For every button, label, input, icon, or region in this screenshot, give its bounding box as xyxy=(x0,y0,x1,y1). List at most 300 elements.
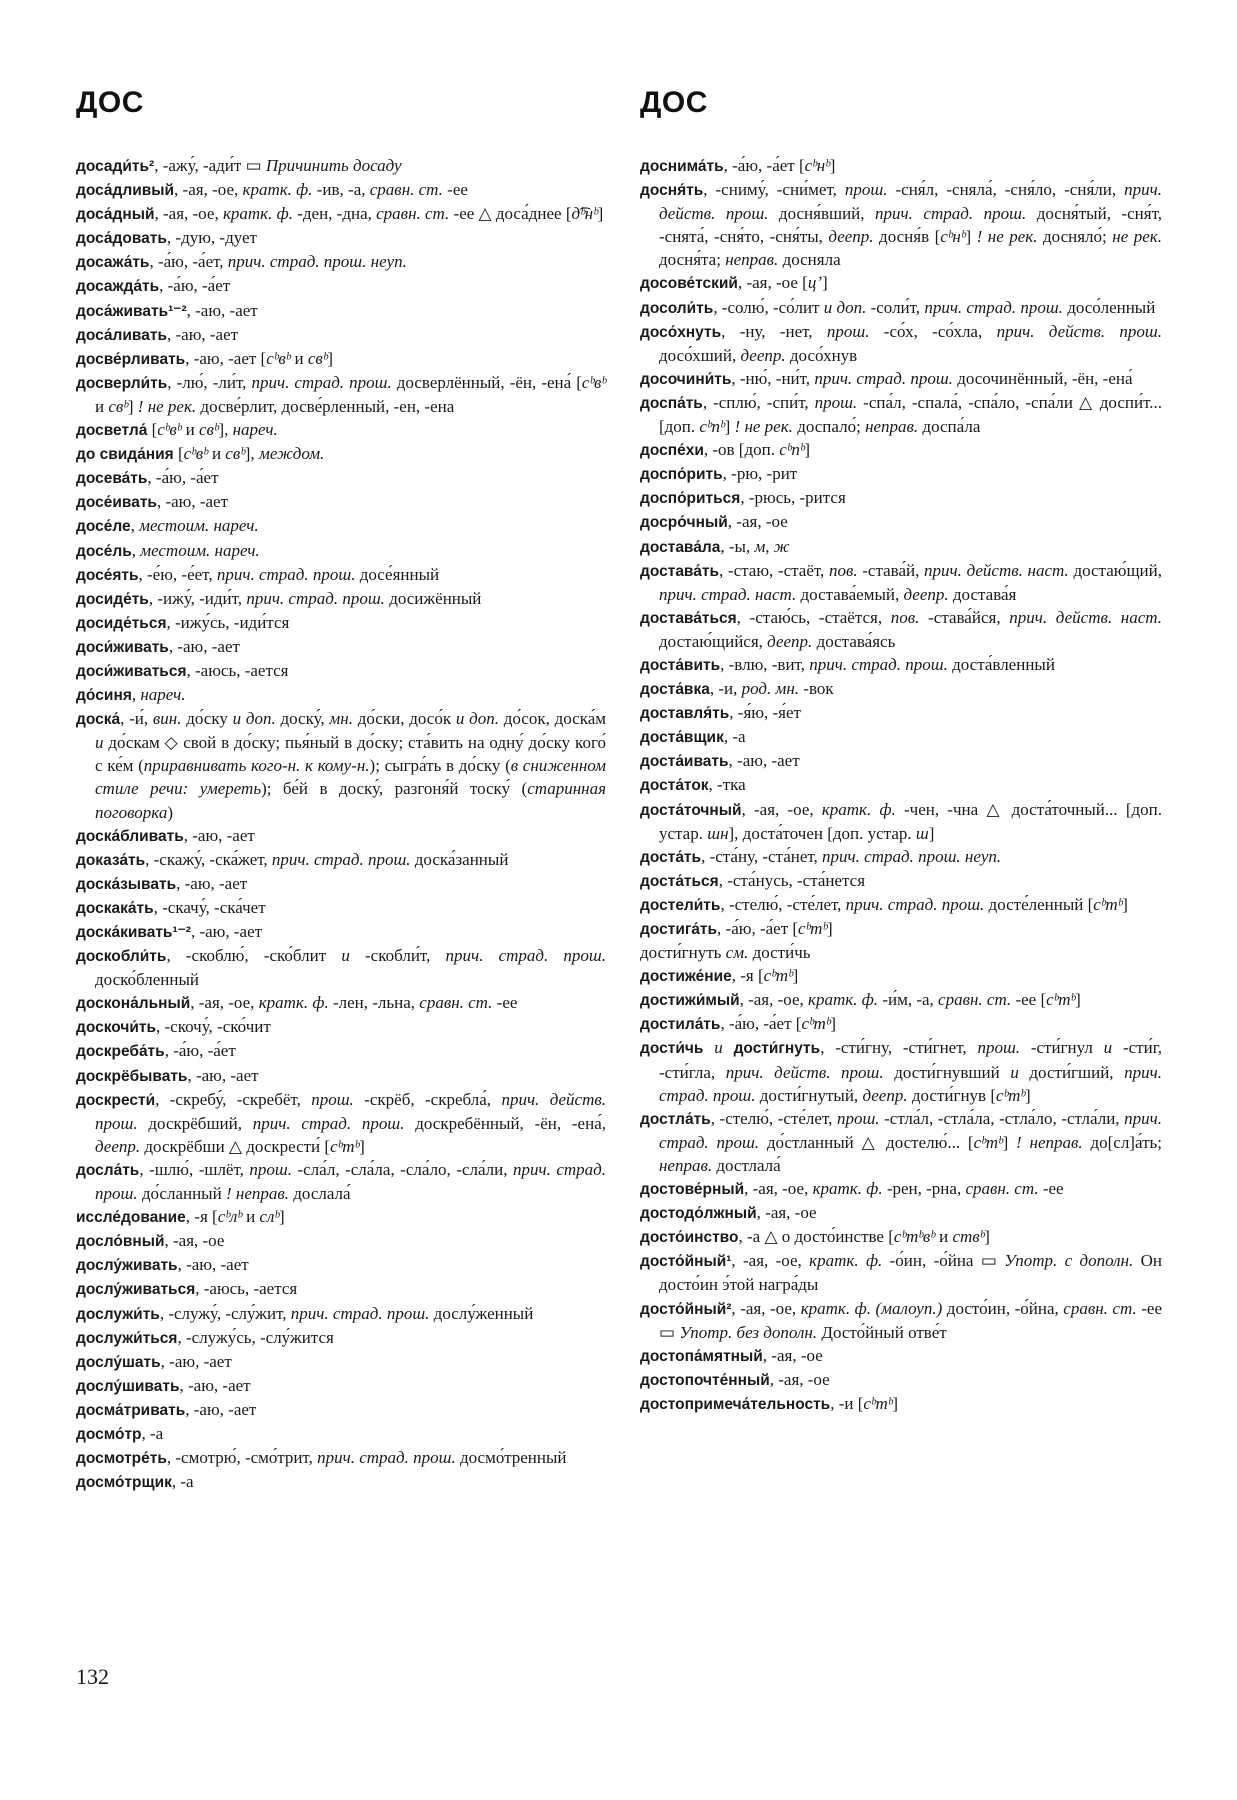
dictionary-entry xyxy=(640,510,1162,534)
dictionary-entry xyxy=(76,1422,606,1446)
entry-text: , -аю, -ает xyxy=(160,1351,232,1371)
grammar-label: прош. xyxy=(836,1108,880,1128)
grammar-label: прич. страд. прош. xyxy=(875,204,1027,224)
entry-headword: досмо́тр xyxy=(76,1425,142,1443)
entry-text: дослу́женный xyxy=(429,1303,534,1323)
grammar-label: прош. xyxy=(814,392,858,412)
grammar-label: прич. страд. наст. xyxy=(659,584,797,604)
grammar-label: ш xyxy=(915,823,929,843)
grammar-label: сᵇтᵇ xyxy=(801,1014,831,1034)
dictionary-entry xyxy=(76,154,606,178)
dictionary-entry xyxy=(640,725,1162,749)
grammar-label: и xyxy=(714,1038,723,1058)
entry-text: -ее xyxy=(1038,1179,1064,1199)
entry-text: Досто́йный отве́т xyxy=(817,1322,947,1342)
entry-text: , -ов [доп. xyxy=(703,440,780,460)
entry-headword: доска́бливать xyxy=(76,827,184,845)
grammar-label: сравн. ст. xyxy=(419,993,493,1013)
entry-headword: доса́дный xyxy=(76,206,155,224)
grammar-label: прич. действ. прош. xyxy=(725,1062,884,1082)
dictionary-entry xyxy=(76,490,606,514)
entry-headword: досажа́ть xyxy=(76,254,150,272)
entry-text: , -смотрю́, -смо́трит, xyxy=(166,1448,318,1468)
grammar-label: деепр. xyxy=(862,1085,908,1105)
dictionary-entry xyxy=(640,653,1162,677)
grammar-label: свᵇ xyxy=(198,420,219,440)
dictionary-entry xyxy=(76,1064,606,1088)
entry-text: , -аю, -ает xyxy=(168,636,240,656)
entry-headword: доспе́хи xyxy=(640,442,704,460)
entry-text: доска́занный xyxy=(410,849,509,869)
entry-text: ] xyxy=(804,440,811,460)
grammar-label: мн. xyxy=(329,709,353,729)
entry-text: досо́хший, xyxy=(659,345,741,365)
dictionary-entry xyxy=(76,1158,606,1205)
grammar-label: ! неправ. xyxy=(225,1184,289,1204)
dictionary-entry xyxy=(640,941,1162,964)
grammar-label: кратк. ф. xyxy=(821,799,896,819)
dictionary-entry xyxy=(640,391,1162,438)
grammar-label: сᵇвᵇ xyxy=(266,348,291,368)
entry-text: доску́, xyxy=(275,709,330,729)
entry-text: достава́ясь xyxy=(812,631,896,651)
entry-text: достаю́щийся, xyxy=(659,631,768,651)
grammar-label: прич. страд. прош. xyxy=(659,1062,1163,1105)
entry-headword: достава́ла xyxy=(640,538,721,556)
dictionary-entry xyxy=(76,1253,606,1277)
page-number: 132 xyxy=(76,1664,109,1689)
entry-text: , -е́ю, -е́ет, xyxy=(138,564,217,584)
entry-text: , -а xyxy=(171,1472,194,1492)
dictionary-entry xyxy=(76,1088,606,1158)
entry-text: , -а́ю, -а́ет, xyxy=(149,252,228,272)
entry-text: и xyxy=(934,1227,953,1247)
entry-headword: дослу́шать xyxy=(76,1353,161,1371)
grammar-label: прич. страд. прош. xyxy=(271,849,411,869)
entry-text: , -ая, -ое, xyxy=(190,993,259,1013)
entry-text: , -лю́, -ли́т, xyxy=(167,372,252,392)
entry-text: -сти́гнул xyxy=(1020,1038,1104,1058)
entry-headword: доспо́рить xyxy=(640,466,723,484)
entry-text: , -ижу́, -иди́т, xyxy=(148,588,247,608)
entry-headword: достава́ть xyxy=(640,562,719,580)
dictionary-entry xyxy=(640,178,1162,271)
entry-headword: достиже́ние xyxy=(640,968,732,986)
entry-text: , -ню́, -ни́т, xyxy=(731,368,815,388)
entry-text: ] xyxy=(1075,990,1081,1010)
entry-headword: досто́йный¹ xyxy=(640,1253,732,1271)
grammar-label: прош. xyxy=(311,1089,354,1109)
entry-text: дости́гнув [ xyxy=(907,1085,996,1105)
entry-text: ] xyxy=(792,966,799,986)
dictionary-entry xyxy=(76,848,606,872)
grammar-label: прош. xyxy=(249,1159,292,1179)
entry-text: и xyxy=(181,420,199,440)
entry-text: до́сланный xyxy=(137,1184,226,1204)
grammar-label: сравн. ст. xyxy=(376,204,450,224)
entry-text: , -аю, -ает xyxy=(176,873,248,893)
entry-headword: досмо́трщик xyxy=(76,1474,172,1492)
entry-text: -и́м, -а, xyxy=(878,990,939,1010)
dictionary-entry xyxy=(640,1012,1162,1036)
entry-text: досо́ленный xyxy=(1062,297,1156,317)
entry-headword: досла́ть xyxy=(76,1161,140,1179)
entry-text: , -а́ю, -а́ет [ xyxy=(717,919,799,938)
grammar-label: сᵇтᵇ xyxy=(330,1136,360,1156)
grammar-label: сᵇпᵇ xyxy=(779,440,805,460)
dictionary-entry xyxy=(76,1205,606,1229)
grammar-label: прич. страд. прош. xyxy=(216,564,356,584)
entry-text: доскрёбши △ доскрести́ [ xyxy=(140,1136,331,1156)
entry-headword: досе́ивать xyxy=(76,494,157,512)
entry-headword: досиде́ться xyxy=(76,614,167,632)
dictionary-entry xyxy=(76,872,606,896)
grammar-label: д͡ᵇнᵇ xyxy=(571,204,598,224)
entry-headword: до свида́ния xyxy=(76,446,174,464)
grammar-label: сравн. ст. xyxy=(965,1179,1039,1199)
entry-text: , -ая, -ое, xyxy=(154,204,223,224)
dictionary-entry xyxy=(640,1297,1162,1344)
entry-text: , -служу́, -слу́жит, xyxy=(159,1303,291,1323)
grammar-label: нареч. xyxy=(140,685,186,705)
entry-text: -стла́л, -стла́ла, -стла́ло, -стла́ли, xyxy=(879,1108,1125,1128)
entry-text: , -я́ю, -я́ет xyxy=(729,703,801,723)
grammar-label: прош. xyxy=(844,180,888,200)
entry-text: ] xyxy=(928,823,935,843)
entry-text: дости́гнуть xyxy=(640,943,726,963)
grammar-label: и xyxy=(341,946,350,966)
entry-text: ] xyxy=(327,348,334,368)
entry-headword: доскака́ть xyxy=(76,899,154,917)
entry-text: , -аю, -ает [ xyxy=(185,348,267,368)
dictionary-entry xyxy=(76,274,606,298)
entry-text: , -ая, -ое xyxy=(756,1203,817,1223)
entry-text: досня́в [ xyxy=(873,227,941,247)
entry-text: ] xyxy=(984,1227,990,1247)
entry-text: дости́чь xyxy=(748,943,811,963)
grammar-label: сᵇтᵇ xyxy=(996,1085,1025,1105)
entry-text: , -служу́сь, -слу́жится xyxy=(177,1327,334,1347)
dictionary-entry xyxy=(76,587,606,611)
entry-text: , -аю, -ает xyxy=(177,1255,249,1275)
grammar-label: сᵇвᵇ xyxy=(157,420,182,440)
grammar-label: см. xyxy=(725,943,749,963)
entry-text: , -шлю́, -шлёт, xyxy=(139,1159,250,1179)
entry-headword: достава́ться xyxy=(640,609,737,627)
entry-text: ] xyxy=(127,396,138,416)
grammar-label: деепр. xyxy=(95,1136,141,1156)
dictionary-entry xyxy=(640,988,1162,1012)
entry-text: и xyxy=(290,348,308,368)
entry-text: -сня́л, -сняла́, -сня́ло, -сня́ли, xyxy=(887,180,1125,200)
dictionary-entry xyxy=(76,635,606,659)
entry-text: , -ая, -ое xyxy=(769,1369,830,1389)
entry-text: -спа́л, -спала́, -спа́ло, -спа́ли △ доспи́т... [доп. xyxy=(659,392,1162,437)
dictionary-entry xyxy=(76,1229,606,1253)
dictionary-entry xyxy=(76,514,606,538)
grammar-label: и xyxy=(95,733,104,753)
entry-text: , -а́ю, -а́ет xyxy=(159,276,231,296)
dictionary-column-right xyxy=(640,154,1162,1416)
entry-text: , -ы, xyxy=(720,536,755,556)
dictionary-entry xyxy=(640,701,1162,725)
grammar-label: в сниженном стиле речи: умереть xyxy=(95,756,606,799)
grammar-label: род. мн. xyxy=(741,679,800,699)
dictionary-column-left xyxy=(76,154,606,1494)
entry-headword: доста́точный xyxy=(640,801,742,819)
entry-headword: доскочи́ть xyxy=(76,1019,157,1037)
entry-headword: досажда́ть xyxy=(76,278,160,296)
entry-text: ] xyxy=(278,1207,285,1227)
entry-text: -става́йся, xyxy=(919,607,1010,627)
entry-headword: досро́чный xyxy=(640,514,728,532)
grammar-label: междом. xyxy=(258,444,325,464)
entry-headword: доснима́ть xyxy=(640,158,724,175)
entry-text: -ее xyxy=(492,993,518,1013)
entry-headword: досня́ть xyxy=(640,182,704,200)
entry-text: ] xyxy=(724,417,735,437)
entry-headword: досове́тский xyxy=(640,275,738,293)
entry-text: -ее ▭ xyxy=(659,1298,1162,1342)
dictionary-entry xyxy=(76,659,606,683)
entry-text: доскребённый, -ён, -ена́, xyxy=(404,1113,606,1133)
entry-text: [ xyxy=(147,420,158,440)
entry-text: дослала́ xyxy=(289,1184,351,1204)
entry-headword: доскреба́ть xyxy=(76,1043,165,1061)
entry-headword: дослу́живать xyxy=(76,1257,178,1275)
entry-headword: досочини́ть xyxy=(640,370,732,388)
entry-text: и xyxy=(95,396,109,416)
entry-text: , -солю́, -со́лит xyxy=(713,297,824,317)
grammar-label: прич. действ. прош. xyxy=(95,1089,606,1133)
entry-text: , -аюсь, -ается xyxy=(186,660,289,680)
entry-text: -чен, -чна △ доста́точный... [доп. устар. xyxy=(659,799,1162,843)
entry-text: до́скам ◇ свой в до́ску; пья́ный в до́ску; ста́вить на одну́ до́ску кого́ с ке́м ( xyxy=(95,733,606,776)
dictionary-entry xyxy=(640,367,1162,391)
grammar-label: приравнивать кого-н. к кому-н. xyxy=(143,756,370,776)
entry-headword: досветла́ xyxy=(76,422,148,440)
grammar-label: ! не рек. xyxy=(137,396,197,416)
entry-headword: доси́живаться xyxy=(76,662,187,680)
entry-text: досня́та; xyxy=(659,250,726,270)
entry-text: ] xyxy=(597,204,604,224)
entry-text: -соли́т, xyxy=(866,297,925,317)
dictionary-entry xyxy=(76,1374,606,1398)
grammar-label: и доп. xyxy=(455,709,499,729)
dictionary-entry xyxy=(76,1350,606,1374)
grammar-label: прич. действ. прош. xyxy=(996,321,1162,341)
entry-text: досня́тый, -сня́т, -снята́, -сня́то, -сня́ты, xyxy=(659,204,1162,247)
grammar-label: сравн. ст. xyxy=(938,990,1012,1010)
dictionary-entry xyxy=(76,896,606,920)
grammar-label: прич. страд. прош. xyxy=(445,946,607,966)
grammar-label: прич. страд. прош. xyxy=(814,368,953,388)
entry-text: до[сл]а́ть; xyxy=(1082,1132,1162,1152)
entry-text: ) xyxy=(167,802,173,822)
grammar-label: свᵇ xyxy=(225,444,245,464)
entry-headword: досоли́ть xyxy=(640,299,714,317)
entry-headword: достопримеча́тельность xyxy=(640,1395,831,1413)
entry-text: досверлённый, -ён, -ена́ [ xyxy=(391,372,582,392)
grammar-label: кратк. ф. xyxy=(222,204,293,224)
entry-text: ); сыгра́ть в до́ску ( xyxy=(369,756,511,776)
grammar-label: прич. действ. прош. xyxy=(659,180,1162,224)
dictionary-entry xyxy=(640,893,1162,917)
dictionary-entry xyxy=(76,323,606,347)
entry-text: , -стаю́сь, -стаётся, xyxy=(736,607,891,627)
grammar-label: прич. страд. прош. xyxy=(252,1113,405,1133)
entry-text: [ xyxy=(173,444,184,464)
entry-text: , -аюсь, -ается xyxy=(195,1279,298,1299)
entry-text: и xyxy=(241,1207,260,1227)
entry-text: -о́ин, -о́йна ▭ xyxy=(882,1251,1005,1271)
entry-text: досмо́тренный xyxy=(455,1448,567,1468)
entry-text: дости́гнутый, xyxy=(755,1085,863,1105)
dictionary-entry xyxy=(76,1470,606,1494)
grammar-label: и доп. xyxy=(232,709,276,729)
grammar-label: прич. страд. прош. xyxy=(659,1108,1163,1152)
entry-text: -сти́г, -сти́гла, xyxy=(659,1038,1163,1082)
entry-headword: доста́ток xyxy=(640,777,709,795)
dictionary-entry xyxy=(76,683,606,707)
grammar-label: и доп. xyxy=(823,297,867,317)
entry-headword: дости́чь xyxy=(640,1040,715,1058)
entry-headword: доста́ивать xyxy=(640,753,729,771)
entry-text: Он досто́ин э́той награ́ды xyxy=(659,1251,1162,1295)
entry-headword: доказа́ть xyxy=(76,851,146,869)
entry-headword: доста́вить xyxy=(640,656,721,674)
grammar-label: сᵇтᵇ xyxy=(1093,894,1123,914)
entry-text: , -скребу́, -скребёт, xyxy=(155,1089,312,1109)
dictionary-entry xyxy=(76,1015,606,1039)
entry-text: ], xyxy=(244,444,259,464)
entry-text: , -ая, -ое, xyxy=(174,180,243,200)
entry-headword: доскрёбывать xyxy=(76,1067,188,1085)
dictionary-entry xyxy=(640,869,1162,893)
entry-headword: доскрести́ xyxy=(76,1091,156,1109)
entry-text: , -аю, -ает xyxy=(185,1399,257,1419)
entry-text: , xyxy=(130,516,140,536)
entry-text: , -рюсь, -рится xyxy=(740,488,846,508)
grammar-label: прич. страд. прош. xyxy=(290,1303,430,1323)
entry-headword: досве́рливать xyxy=(76,350,186,368)
grammar-label: неправ. xyxy=(865,417,919,437)
dictionary-entry xyxy=(76,824,606,848)
entry-text: ] xyxy=(829,156,836,175)
entry-headword: достопа́мятный xyxy=(640,1347,763,1365)
entry-text: доско́бленный xyxy=(95,970,199,990)
entry-text: -скрёб, -скребла́, xyxy=(353,1089,502,1109)
dictionary-entry xyxy=(76,611,606,635)
entry-text: , -и, xyxy=(709,679,742,699)
entry-headword: до́синя xyxy=(76,687,132,705)
grammar-label: кратк. ф. xyxy=(809,1251,883,1271)
entry-text: , -аю, -ает xyxy=(156,492,229,512)
grammar-label: ! не рек. xyxy=(976,227,1038,247)
entry-headword: доси́живать xyxy=(76,638,169,656)
dictionary-entry xyxy=(640,535,1162,559)
entry-headword: досто́инство xyxy=(640,1229,739,1247)
entry-text: ] xyxy=(1024,1085,1031,1105)
grammar-label: сᵇнᵇ xyxy=(940,227,966,247)
entry-headword: досева́ть xyxy=(76,470,148,488)
entry-text: , -ая, -ое [ xyxy=(737,273,808,293)
entry-text: досня́вший, xyxy=(768,204,876,224)
entry-headword: досма́тривать xyxy=(76,1401,186,1419)
entry-headword: достели́ть xyxy=(640,896,721,914)
entry-text: , -ая, -ое xyxy=(762,1345,823,1365)
dictionary-entry xyxy=(640,1036,1162,1106)
entry-text: доспа́ла xyxy=(918,417,981,437)
grammar-label: пов. xyxy=(890,607,920,627)
entry-text: до́стланный △ достелю́... [ xyxy=(759,1132,974,1152)
entry-text: , -аю, -ает xyxy=(728,751,800,771)
grammar-label: слᵇ xyxy=(259,1207,279,1227)
entry-text: досняла xyxy=(778,250,841,270)
entry-text: , -скачу́, -ска́чет xyxy=(153,897,266,917)
entry-headword: доска́ xyxy=(76,711,121,729)
entry-text: досве́рлит, досве́рленный, -ен, -ена xyxy=(196,396,455,416)
entry-text: , -стаю, -стаёт, xyxy=(719,560,829,580)
grammar-label: шн xyxy=(707,823,729,843)
entry-text: , -аю, -ает xyxy=(186,300,258,320)
entry-text: , -ну, -нет, xyxy=(721,321,827,341)
entry-text: ); бе́й в доску́, разгоня́й тоску́ ( xyxy=(261,779,528,799)
entry-headword: досмотре́ть xyxy=(76,1450,167,1468)
grammar-label: сᵇтᵇ xyxy=(973,1132,1003,1152)
entry-text: ] xyxy=(359,1136,365,1156)
entry-text: до́сок, доска́м xyxy=(498,709,607,729)
entry-headword: дослужи́ться xyxy=(76,1329,178,1347)
entry-text: ] xyxy=(827,919,833,938)
entry-text: , -ая, -ое, xyxy=(741,799,822,819)
entry-text: досто́ин, -о́йна, xyxy=(942,1298,1064,1318)
grammar-label: старинная поговорка xyxy=(95,779,606,822)
entry-text: -вок xyxy=(799,679,834,699)
entry-text: -ее xyxy=(442,180,468,200)
entry-headword: доспа́ть xyxy=(640,394,703,412)
entry-headword: иссле́дование xyxy=(76,1209,186,1227)
entry-headword: доса́дливый xyxy=(76,182,175,200)
dictionary-entry xyxy=(640,271,1162,295)
running-head-left: ДОС xyxy=(76,86,144,119)
entry-text: -скобли́т, xyxy=(349,946,446,966)
entry-headword: дослу́живаться xyxy=(76,1281,196,1299)
entry-text: ] xyxy=(1002,1132,1017,1152)
grammar-label: неправ. xyxy=(659,1155,713,1175)
dictionary-entry xyxy=(640,798,1162,845)
entry-headword: досади́ть² xyxy=(76,158,155,175)
grammar-label: прич. страд. прош. неуп. xyxy=(227,252,407,272)
entry-headword: дослужи́ть xyxy=(76,1305,160,1323)
entry-text: ] xyxy=(1122,894,1128,914)
dictionary-entry xyxy=(640,677,1162,701)
grammar-label: кратк. ф. xyxy=(242,180,313,200)
dictionary-entry xyxy=(76,466,606,490)
grammar-label: прич. страд. прош. xyxy=(95,1159,606,1204)
entry-headword: доска́кивать¹⁻² xyxy=(76,924,191,941)
entry-text: , -скочу́, -ско́чит xyxy=(156,1017,271,1037)
dictionary-entry xyxy=(76,1277,606,1301)
entry-text: досе́янный xyxy=(355,564,440,584)
grammar-label: сравн. ст. xyxy=(1063,1298,1137,1318)
entry-headword: доска́зывать xyxy=(76,875,177,893)
entry-text: , -аю, -ает xyxy=(183,825,255,845)
entry-headword: доста́ть xyxy=(640,848,702,866)
entry-text: , -скоблю́, -ско́блит xyxy=(166,946,342,966)
entry-text: ] xyxy=(822,273,828,293)
grammar-label: сравн. ст. xyxy=(369,180,443,200)
